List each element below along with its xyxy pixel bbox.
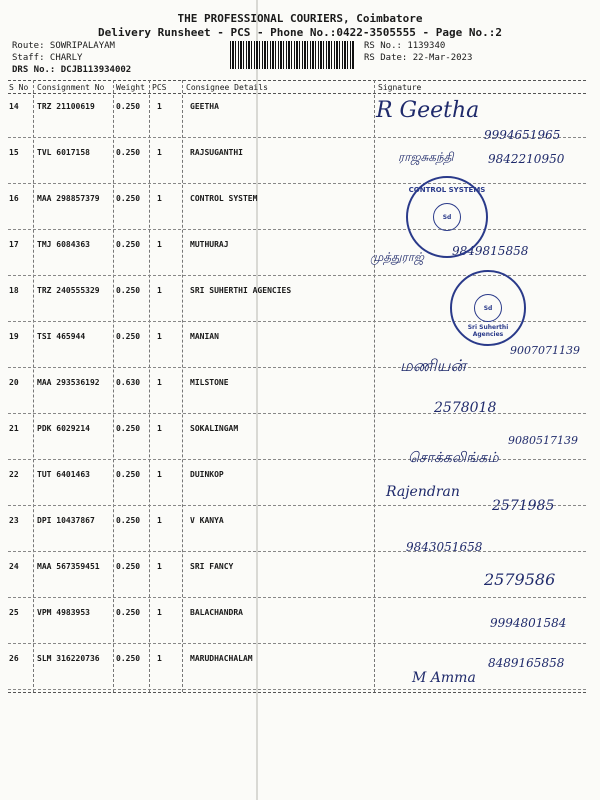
barcode	[230, 41, 355, 69]
consignment-number: TUT 6401463	[37, 470, 90, 479]
table-row	[0, 608, 600, 654]
rs-number: RS No.: 1139340	[364, 41, 446, 51]
runsheet-title: Delivery Runsheet - PCS - Phone No.:0422-3505555 - Page No.:2	[98, 26, 502, 39]
consignee-name: SRI FANCY	[190, 562, 234, 571]
consignee-name: SRI SUHERTHI AGENCIES	[190, 286, 292, 295]
pieces-count: 1	[157, 102, 162, 111]
rs-date: RS Date: 22-Mar-2023	[364, 53, 473, 63]
serial-number: 24	[9, 562, 19, 571]
weight-value: 0.250	[116, 194, 141, 203]
signature-21: சொக்கலிங்கம்	[408, 450, 499, 466]
weight-value: 0.250	[116, 424, 141, 433]
phone-14: 9994651965	[484, 128, 561, 142]
control-systems-stamp: CONTROL SYSTEMS Sd	[406, 176, 488, 258]
phone-25: 9994801584	[490, 616, 567, 630]
pieces-count: 1	[157, 562, 162, 571]
serial-number: 21	[9, 424, 19, 433]
signature-24: 2579586	[484, 570, 556, 589]
consignee-name: BALACHANDRA	[190, 608, 243, 617]
serial-number: 20	[9, 378, 19, 387]
signature-14: R Geetha	[376, 98, 480, 123]
row-divider	[8, 183, 586, 184]
weight-value: 0.250	[116, 240, 141, 249]
consignment-number: TMJ 6084363	[37, 240, 90, 249]
phone-17: 9849815858	[452, 244, 529, 258]
col-pcs: PCS	[152, 83, 167, 92]
signature-26: M Amma	[412, 670, 476, 686]
agencies-stamp: Sri Suherthi Agencies Sd	[450, 270, 526, 346]
pieces-count: 1	[157, 240, 162, 249]
consignee-name: MUTHURAJ	[190, 240, 229, 249]
serial-number: 26	[9, 654, 19, 663]
pieces-count: 1	[157, 378, 162, 387]
row-divider	[8, 643, 586, 644]
table-row	[0, 378, 600, 424]
weight-value: 0.250	[116, 102, 141, 111]
phone-15: 9842210950	[488, 152, 565, 166]
pieces-count: 1	[157, 424, 162, 433]
row-divider	[8, 551, 586, 552]
serial-number: 14	[9, 102, 19, 111]
serial-number: 19	[9, 332, 19, 341]
consignee-name: MILSTONE	[190, 378, 229, 387]
serial-number: 17	[9, 240, 19, 249]
row-divider	[8, 597, 586, 598]
col-consignee: Consignee Details	[186, 83, 268, 92]
consignee-name: RAJSUGANTHI	[190, 148, 243, 157]
serial-number: 16	[9, 194, 19, 203]
consignee-name: MANIAN	[190, 332, 219, 341]
consignment-number: SLM 316220736	[37, 654, 100, 663]
consignment-number: PDK 6029214	[37, 424, 90, 433]
serial-number: 18	[9, 286, 19, 295]
consignment-number: DPI 10437867	[37, 516, 95, 525]
col-sno: S No	[9, 83, 29, 92]
signature-15: ராஜசுகந்தி	[398, 150, 454, 164]
phone-19: 9007071139	[510, 344, 580, 357]
signature-20: 2578018	[434, 400, 497, 416]
pieces-count: 1	[157, 608, 162, 617]
row-divider	[8, 229, 586, 230]
staff-label: Staff: CHARLY	[12, 53, 83, 63]
weight-value: 0.250	[116, 148, 141, 157]
consignee-name: MARUDHACHALAM	[190, 654, 253, 663]
weight-value: 0.250	[116, 332, 141, 341]
col-signature: Signature	[378, 83, 422, 92]
consignment-number: TRZ 240555329	[37, 286, 100, 295]
pieces-count: 1	[157, 286, 162, 295]
row-divider	[8, 459, 586, 460]
serial-number: 25	[9, 608, 19, 617]
phone-26: 8489165858	[488, 656, 565, 670]
row-divider	[8, 367, 586, 368]
weight-value: 0.250	[116, 608, 141, 617]
pieces-count: 1	[157, 654, 162, 663]
weight-value: 0.250	[116, 516, 141, 525]
consignment-number: VPM 4983953	[37, 608, 90, 617]
header-rule-bottom	[8, 93, 586, 94]
consignment-number: MAA 567359451	[37, 562, 100, 571]
drs-number: DRS No.: DCJB113934002	[12, 65, 132, 75]
col-weight: Weight	[116, 83, 145, 92]
weight-value: 0.250	[116, 654, 141, 663]
weight-value: 0.250	[116, 286, 141, 295]
consignment-number: TVL 6017158	[37, 148, 90, 157]
signature-22: Rajendran	[386, 484, 460, 500]
weight-value: 0.630	[116, 378, 141, 387]
phone-21: 9080517139	[508, 434, 578, 447]
row-divider	[8, 413, 586, 414]
pieces-count: 1	[157, 516, 162, 525]
pieces-count: 1	[157, 332, 162, 341]
phone-22: 2571985	[492, 498, 555, 514]
table-rule-bottom	[8, 692, 586, 693]
signature-19: மணியன்	[400, 356, 466, 375]
consignment-number: MAA 293536192	[37, 378, 100, 387]
consignment-number: MAA 298857379	[37, 194, 100, 203]
table-row	[0, 194, 600, 240]
table-row	[0, 516, 600, 562]
company-title: THE PROFESSIONAL COURIERS, Coimbatore	[177, 12, 423, 25]
pieces-count: 1	[157, 194, 162, 203]
consignee-name: CONTROL SYSTEM	[190, 194, 258, 203]
consignee-name: DUINKOP	[190, 470, 224, 479]
consignment-number: TRZ 21100619	[37, 102, 95, 111]
pieces-count: 1	[157, 148, 162, 157]
col-consignment: Consignment No	[37, 83, 105, 92]
weight-value: 0.250	[116, 562, 141, 571]
consignment-number: TSI 465944	[37, 332, 86, 341]
row-divider	[8, 689, 586, 690]
route-label: Route: SOWRIPALAYAM	[12, 41, 115, 51]
serial-number: 22	[9, 470, 19, 479]
consignee-name: GEETHA	[190, 102, 219, 111]
pieces-count: 1	[157, 470, 162, 479]
serial-number: 23	[9, 516, 19, 525]
serial-number: 15	[9, 148, 19, 157]
consignee-name: V KANYA	[190, 516, 224, 525]
consignee-name: SOKALINGAM	[190, 424, 239, 433]
phone-24: 9843051658	[406, 540, 483, 554]
table-row	[0, 424, 600, 470]
weight-value: 0.250	[116, 470, 141, 479]
header-rule-top	[8, 80, 586, 81]
signature-17: முத்துராஜ்	[370, 250, 425, 264]
